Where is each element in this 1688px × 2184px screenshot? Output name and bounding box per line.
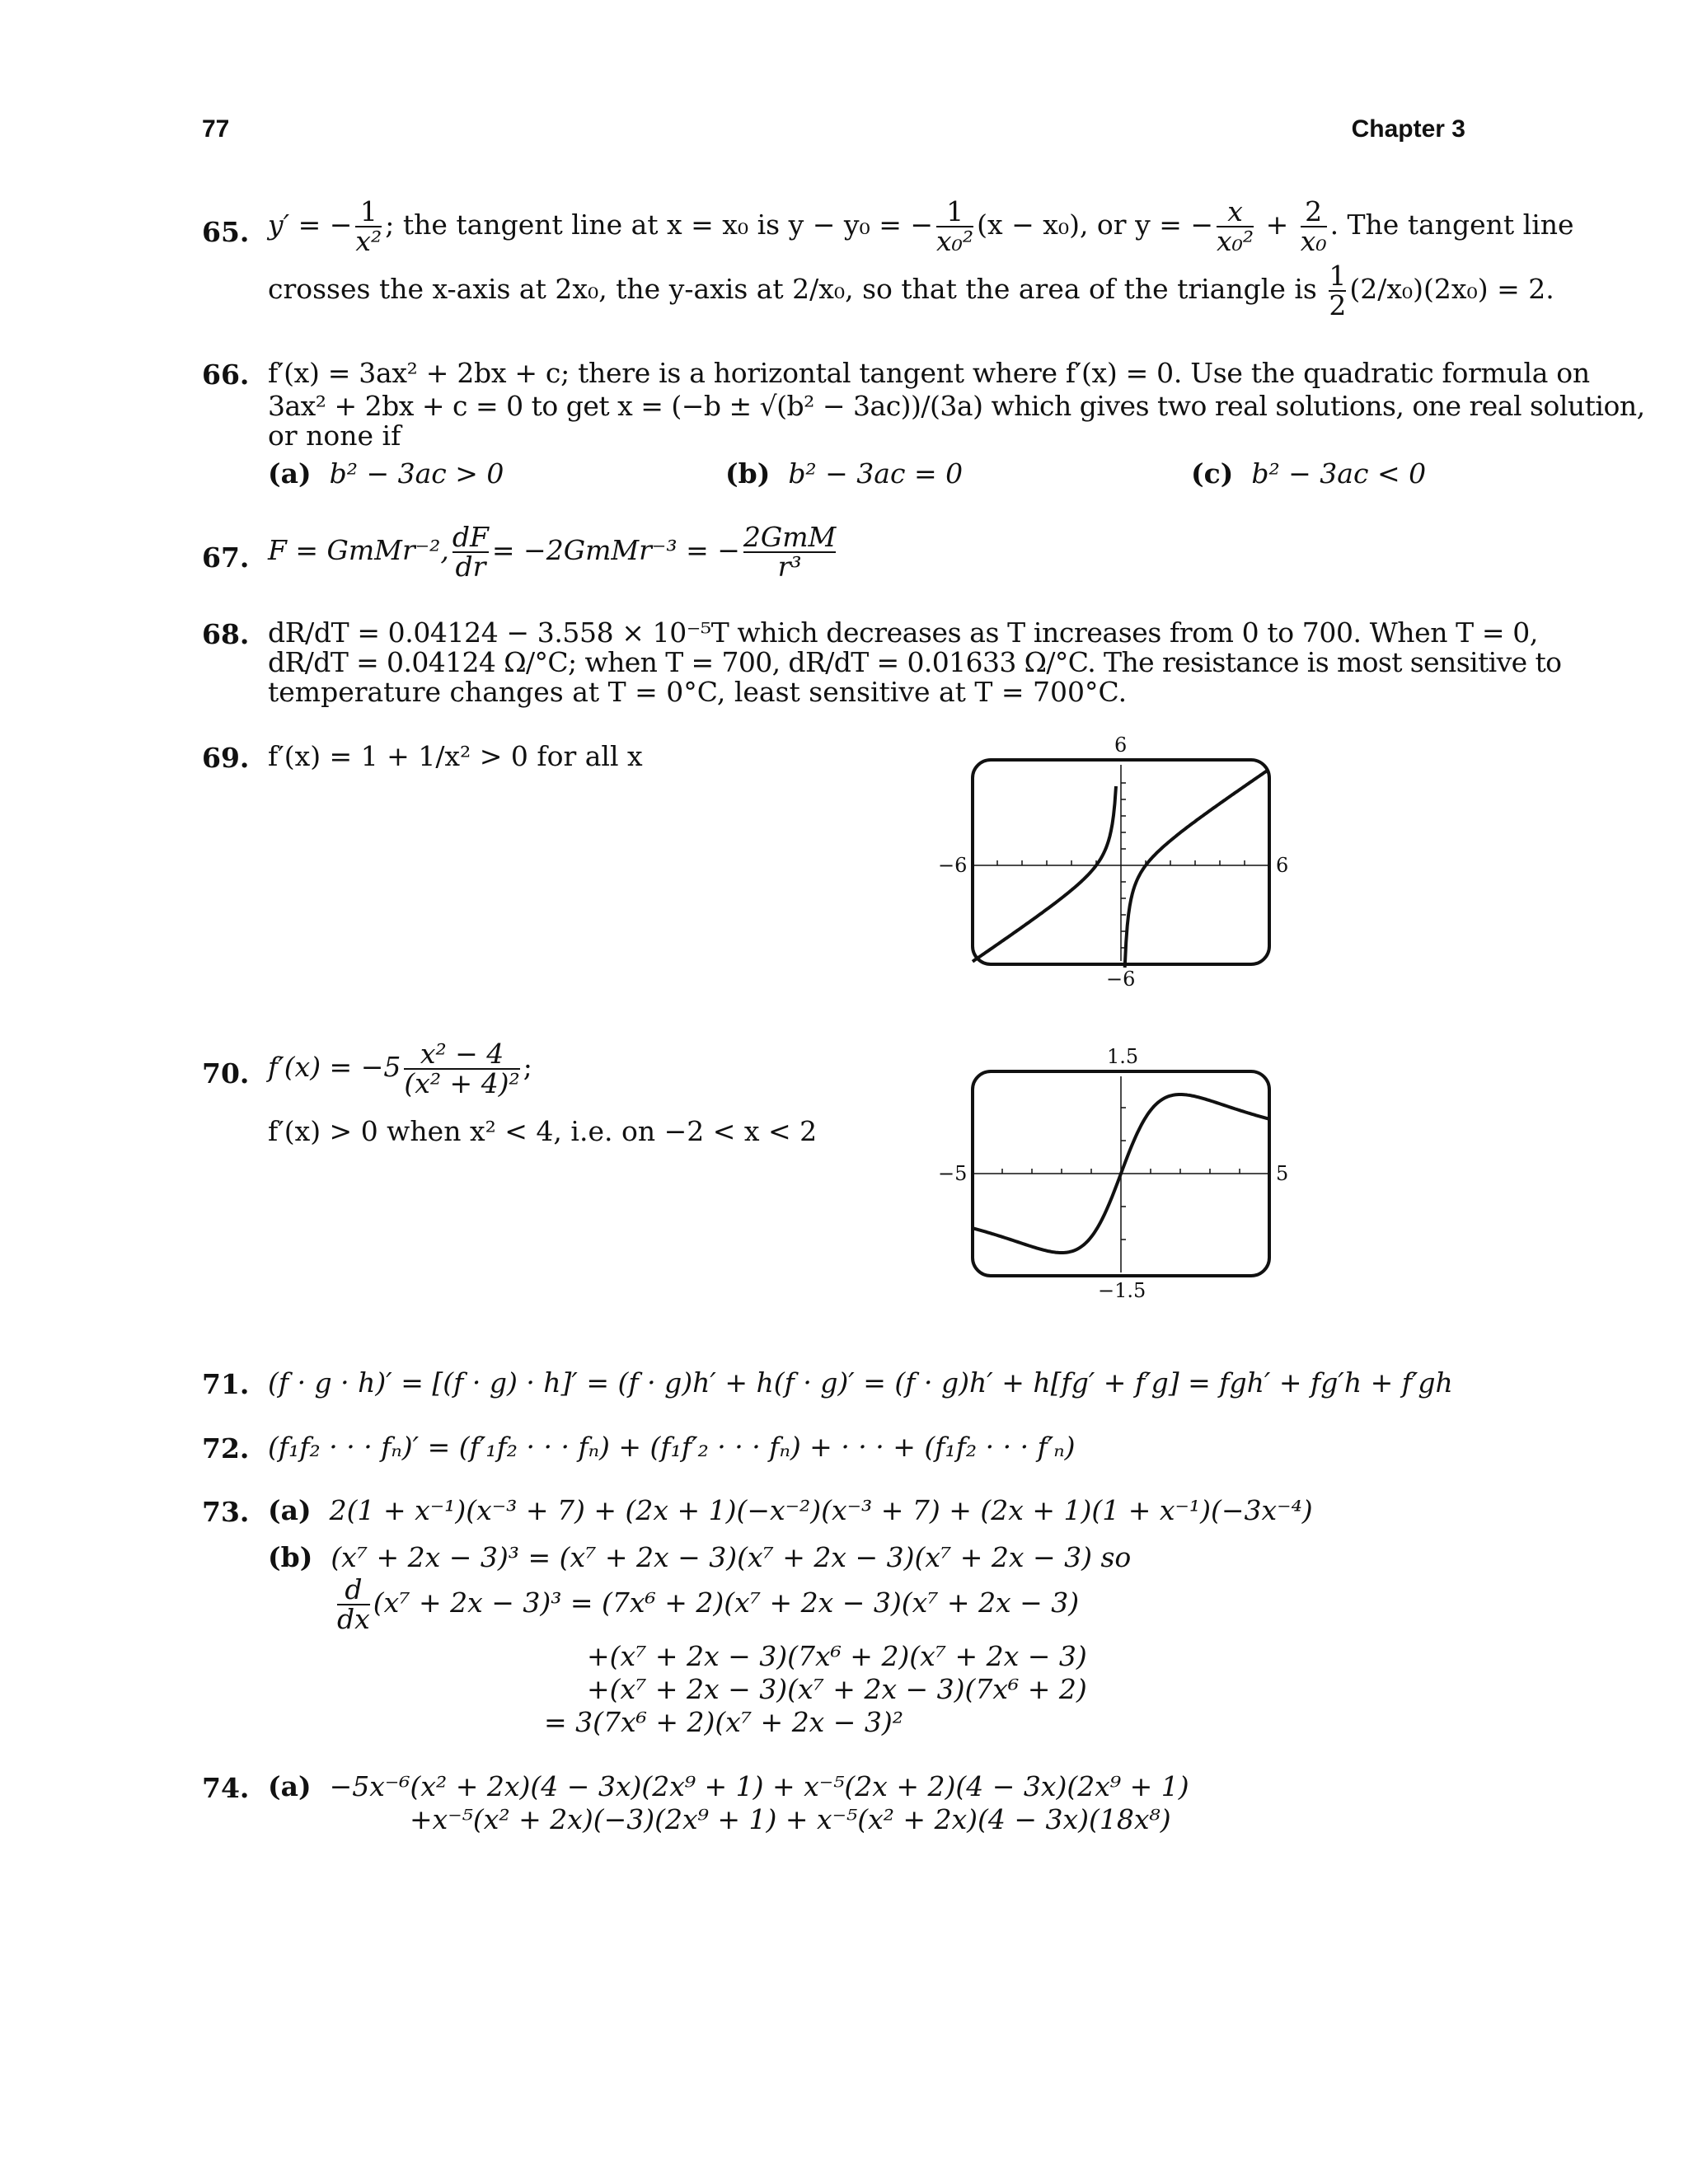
problem-66-part-a	[268, 459, 504, 489]
p65-text-f: crosses the x-axis at 2x₀, the y-axis at 2/x₀, so that the area of the triangle is	[268, 273, 1326, 305]
problem-73-deriv	[334, 1573, 1080, 1635]
problem-68-line2: dR/dT = 0.04124 Ω/°C; when T = 700, dR/dT = 0.01633 Ω/°C. The resistance is most sensitive to	[268, 646, 1562, 678]
problem-71-number: 71.	[202, 1368, 250, 1400]
p67-frac2	[743, 523, 836, 581]
p65-frac5	[1329, 262, 1346, 320]
p65-frac3-den: x₀²	[1217, 225, 1254, 257]
graph-70	[938, 1045, 1319, 1309]
p66-b-label: (b)	[725, 457, 771, 490]
problem-67-number: 67.	[202, 541, 250, 574]
p66-c-label: (c)	[1191, 457, 1234, 490]
p65-frac4-num: 2	[1305, 195, 1323, 227]
problem-66-line2: 3ax² + 2bx + c = 0 to get x = (−b ± √(b² − 3ac))/(3a) which gives two real solutions, one real solution,	[268, 390, 1645, 422]
p65-text-a: y′ = −	[268, 209, 353, 241]
problem-68-line3: temperature changes at T = 0°C, least sensitive at T = 700°C.	[268, 676, 1128, 708]
problem-73-b-line5: = 3(7x⁶ + 2)(x⁷ + 2x − 3)²	[544, 1706, 904, 1738]
p73-a-label: (a)	[268, 1494, 312, 1526]
p65-text-g: (2/x₀)(2x₀) = 2.	[1349, 273, 1554, 305]
p67-frac1	[452, 523, 489, 581]
p73-b-line1: (x⁷ + 2x − 3)³ = (x⁷ + 2x − 3)(x⁷ + 2x − 3)(x⁷ + 2x − 3) so	[331, 1541, 1132, 1573]
graph-69-ymin-label: −6	[1106, 968, 1136, 991]
p65-text-e: . The tangent line	[1329, 209, 1574, 241]
problem-65-line1	[268, 195, 1574, 257]
p73-d-frac	[337, 1573, 370, 1635]
problem-74-number: 74.	[202, 1772, 250, 1804]
graph-69	[938, 733, 1319, 997]
p65-frac3	[1217, 195, 1254, 257]
problem-67-line	[268, 523, 839, 581]
p67-frac2-den: r³	[743, 551, 836, 581]
p73-b-line2: (x⁷ + 2x − 3)³ = (7x⁶ + 2)(x⁷ + 2x − 3)(x⁷ + 2x − 3)	[373, 1586, 1080, 1619]
p65-frac2	[936, 195, 974, 257]
problem-73-b-line3: +(x⁷ + 2x − 3)(7x⁶ + 2)(x⁷ + 2x − 3)	[587, 1640, 1087, 1672]
p66-c-text: b² − 3ac < 0	[1251, 457, 1427, 490]
p66-a-text: b² − 3ac > 0	[329, 457, 504, 490]
problem-70-line1	[268, 1040, 532, 1098]
p65-frac5-num: 1	[1329, 260, 1347, 292]
p70-frac-den: (x² + 4)²	[404, 1067, 520, 1099]
p66-a-label: (a)	[268, 457, 312, 490]
problem-66-part-b	[725, 459, 963, 489]
p65-frac5-den: 2	[1329, 289, 1347, 321]
p73-b-label: (b)	[268, 1541, 313, 1573]
problem-73-part-a	[268, 1496, 1313, 1526]
problem-73-part-b	[268, 1543, 1131, 1572]
p67-frac1-num: dF	[452, 521, 489, 553]
problem-72-text: (f₁f₂ · · · fₙ)′ = (f′₁f₂ · · · fₙ) + (f₁f′₂ · · · fₙ) + · · · + (f₁f₂ · · · f′ₙ)	[268, 1431, 1076, 1463]
p66-b-text: b² − 3ac = 0	[788, 457, 964, 490]
p65-frac1-num: 1	[359, 195, 377, 227]
problem-66-line1: f′(x) = 3ax² + 2bx + c; there is a horizontal tangent where f′(x) = 0. Use the quadratic formula on	[268, 357, 1590, 389]
p65-text-c: (x − x₀), or y = −	[977, 209, 1213, 241]
graph-70-svg	[948, 1045, 1319, 1309]
p70-frac-num: x² − 4	[420, 1038, 504, 1070]
p67-text-a: F = GmMr⁻²,	[268, 534, 449, 566]
p74-a-label: (a)	[268, 1770, 312, 1802]
p65-frac2-den: x₀²	[936, 225, 974, 257]
p70-frac	[404, 1040, 519, 1098]
p65-frac3-num: x	[1227, 195, 1243, 227]
problem-65-line2	[268, 262, 1554, 320]
p67-frac1-den: dr	[452, 551, 489, 581]
problem-71-text: (f · g · h)′ = [(f · g) · h]′ = (f · g)h′ + h(f · g)′ = (f · g)h′ + h[fg′ + f′g] = fgh′ + fg′h + f′gh	[268, 1366, 1453, 1399]
page-number: 77	[202, 115, 230, 143]
p67-text-b: = −2GmMr⁻³ = −	[491, 534, 740, 566]
problem-66-line3: or none if	[268, 419, 401, 452]
p67-frac2-num: 2GmM	[743, 521, 837, 553]
graph-69-xmax-label: 6	[1276, 854, 1289, 877]
graph-69-svg	[948, 733, 1319, 997]
p65-frac1	[355, 195, 382, 257]
problem-70-line2: f′(x) > 0 when x² < 4, i.e. on −2 < x < 2	[268, 1115, 818, 1147]
problem-68-line1: dR/dT = 0.04124 − 3.558 × 10⁻⁵T which decreases as T increases from 0 to 700. When T = 0,	[268, 616, 1538, 649]
p65-frac4	[1300, 195, 1327, 257]
problem-68-number: 68.	[202, 618, 250, 650]
p65-frac2-num: 1	[946, 195, 964, 227]
graph-70-xmax-label: 5	[1276, 1162, 1289, 1185]
p65-text-d: +	[1257, 209, 1297, 241]
p65-text-b: ; the tangent line at x = x₀ is y − y₀ = −	[385, 209, 934, 241]
problem-66-number: 66.	[202, 359, 250, 391]
p73-a-text: 2(1 + x⁻¹)(x⁻³ + 7) + (2x + 1)(−x⁻²)(x⁻³ + 7) + (2x + 1)(1 + x⁻¹)(−3x⁻⁴)	[329, 1494, 1313, 1526]
problem-69-text: f′(x) = 1 + 1/x² > 0 for all x	[268, 740, 643, 772]
p65-frac4-den: x₀	[1300, 225, 1327, 257]
p70-text-b: ;	[523, 1051, 532, 1083]
graph-69-xmin-label: −6	[938, 854, 968, 877]
problem-73-b-line4: +(x⁷ + 2x − 3)(x⁷ + 2x − 3)(7x⁶ + 2)	[587, 1673, 1087, 1705]
graph-69-ymax-label: 6	[1114, 733, 1128, 757]
problem-70-number: 70.	[202, 1057, 250, 1090]
problem-73-number: 73.	[202, 1496, 250, 1528]
graph-70-ymax-label: 1.5	[1107, 1045, 1139, 1068]
problem-69-number: 69.	[202, 742, 250, 774]
p74-line1-text: −5x⁻⁶(x² + 2x)(4 − 3x)(2x⁹ + 1) + x⁻⁵(2x + 2)(4 − 3x)(2x⁹ + 1)	[329, 1770, 1189, 1802]
problem-66-part-c	[1191, 459, 1426, 489]
p73-d-den: dx	[337, 1603, 370, 1635]
p65-frac1-den: x²	[355, 225, 382, 257]
graph-70-ymin-label: −1.5	[1098, 1279, 1146, 1302]
problem-65-number: 65.	[202, 216, 250, 248]
problem-74-line2: +x⁻⁵(x² + 2x)(−3)(2x⁹ + 1) + x⁻⁵(x² + 2x)(4 − 3x)(18x⁸)	[410, 1803, 1171, 1835]
p70-text-a: f′(x) = −5	[268, 1051, 401, 1083]
problem-74-line1	[268, 1772, 1189, 1802]
graph-70-xmin-label: −5	[938, 1162, 968, 1185]
chapter-title: Chapter 3	[1351, 115, 1465, 143]
p73-d-num: d	[345, 1573, 363, 1605]
problem-72-number: 72.	[202, 1432, 250, 1465]
